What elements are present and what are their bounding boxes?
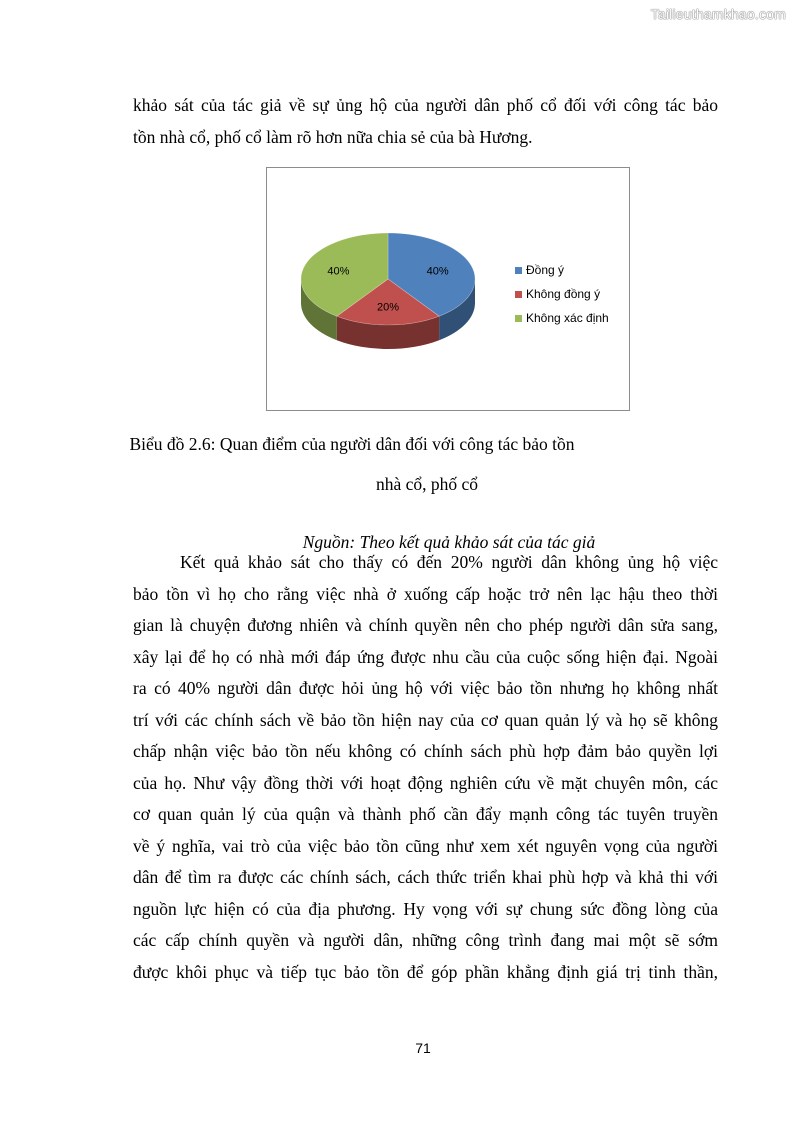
legend-swatch-3	[515, 315, 522, 322]
text-line: khảo sát của tác giả về sự ủng hộ của người dân phố cổ đối với công tác bảo	[133, 95, 718, 115]
text-line: bảo tồn vì họ cho rằng việc nhà ở xuống cấp hoặc trở nên lạc hậu theo thời	[133, 583, 718, 604]
text-line: gian là chuyện đương nhiên và chính quyền nên cho phép người dân sửa sang,	[133, 615, 718, 635]
pie-data-label-1: 40%	[426, 265, 449, 278]
text-line: của họ. Như vậy đồng thời với hoạt động nghiên cứu về mặt chuyên môn, các	[133, 772, 718, 793]
text-line: chấp nhận việc bảo tồn nếu không có chính sách phù hợp đảm bảo quyền lợi	[133, 741, 718, 761]
legend-label: Không đồng ý	[526, 287, 601, 301]
text-line: tồn nhà cổ, phố cổ làm rõ hơn nữa chia sẻ của bà Hương.	[133, 126, 533, 147]
pie-data-label-3: 40%	[327, 265, 350, 278]
chart-legend	[515, 258, 609, 330]
text-line: dân để tìm ra được các chính sách, cách thức triển khai phù hợp và khả thi với	[133, 867, 718, 887]
legend-item	[515, 306, 609, 330]
legend-label: Đồng ý	[526, 263, 565, 277]
text-line: nguồn lực hiện có của địa phương. Hy vọng với sự chung sức đồng lòng của	[133, 898, 718, 919]
pie-data-label-2: 20%	[376, 301, 400, 314]
watermark: Tailieuthamkhao.com	[650, 6, 786, 22]
text-line: xây lại để họ có nhà mới đáp ứng được nhu cầu của cuộc sống hiện đại. Ngoài	[133, 646, 718, 667]
legend-item	[515, 282, 609, 306]
figure-caption-continued: nhà cổ, phố cổ	[375, 474, 479, 494]
body-paragraph	[133, 547, 718, 988]
pie-chart	[266, 167, 630, 411]
figure-source: Nguồn: Theo kết quả khảo sát của tác giả	[302, 531, 596, 552]
text-line: được khôi phục và tiếp tục bảo tồn để góp phần khẳng định giá trị tinh thần,	[133, 961, 718, 982]
figure-caption: Biểu đồ 2.6: Quan điểm của người dân đối với công tác bảo tồn	[129, 434, 575, 454]
intro-paragraph	[133, 90, 718, 153]
legend-swatch-1	[515, 267, 522, 274]
legend-swatch-2	[515, 291, 522, 298]
text-line: về ý nghĩa, vai trò của việc bảo tồn cũng như xem xét nguyên vọng của người	[133, 835, 718, 856]
text-line: Kết quả khảo sát cho thấy có đến 20% người dân không ủng hộ việc	[180, 552, 718, 572]
legend-item	[515, 258, 609, 282]
legend-label: Không xác định	[526, 311, 609, 325]
text-line: trí với các chính sách về bảo tồn hiện nay của cơ quan quản lý và họ sẽ không	[133, 709, 718, 730]
page-number: 71	[415, 1040, 431, 1056]
text-line: cơ quan quản lý của quận và thành phố cần đẩy mạnh công tác tuyên truyền	[133, 804, 718, 824]
text-line: ra có 40% người dân được hỏi ủng hộ với việc bảo tồn nhưng họ không nhất	[133, 678, 718, 698]
text-line: các cấp chính quyền và người dân, những công trình đang mai một sẽ sớm	[133, 930, 718, 950]
